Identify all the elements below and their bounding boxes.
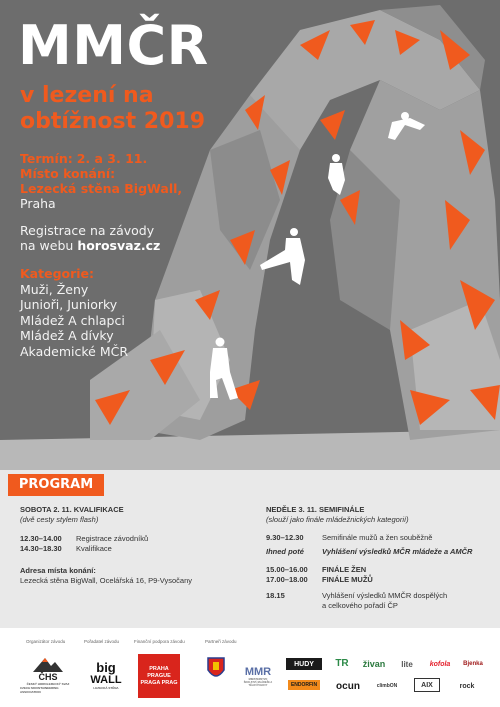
schedule-row	[266, 565, 472, 575]
saturday-note: (dvě cesty stylem flash)	[20, 515, 99, 524]
schedule-row	[20, 544, 192, 554]
registration-prefix: na webu	[20, 238, 74, 253]
schedule-time: 12.30–14.00	[20, 534, 62, 543]
category-item: Mládež A chlapci	[20, 312, 125, 328]
schedule-time: 18.15	[266, 591, 285, 600]
schedule-text: Registrace závodníků	[76, 534, 149, 543]
bigwall-logo	[88, 654, 124, 698]
praha-coat-of-arms-icon	[206, 656, 226, 682]
partner-logo-climbon: climbON	[376, 683, 398, 689]
place-label: Místo konání:	[20, 166, 116, 181]
schedule-time	[266, 601, 310, 611]
event-subtitle	[20, 83, 205, 135]
program-tab: PROGRAM	[8, 474, 104, 496]
address-heading: Adresa místa konání:	[20, 566, 96, 575]
categories-label: Kategorie:	[20, 266, 95, 281]
term-value: 2. a 3. 11.	[76, 151, 148, 166]
categories	[20, 266, 128, 359]
schedule-row	[266, 575, 472, 585]
schedule-text: FINÁLE ŽEN	[322, 565, 367, 574]
category-item: Muži, Ženy	[20, 281, 89, 297]
partner-logo-kofola: kofola	[429, 660, 451, 668]
bigwall-logo-text-2: WALL	[90, 673, 122, 686]
schedule-row	[266, 591, 472, 601]
partner-logo-endorfin: ENDORFIN	[288, 680, 320, 690]
chs-sub-2: CZECH MOUNTAINEERING ASSOCIATION	[20, 686, 59, 694]
registration-info	[20, 223, 160, 253]
schedule-row	[266, 601, 472, 611]
mmr-sub: MINISTERSTVO ŠKOLSTVÍ, MLÁDEŽE A TĚLOVÝCHOVY	[243, 677, 273, 687]
schedule-text: Vyhlášení výsledků MMČR dospělých	[322, 591, 448, 600]
event-title: MMČR	[18, 14, 209, 77]
schedule-time: 15.00–16.00	[266, 565, 308, 574]
place-value: Lezecká stěna BigWall,	[20, 181, 183, 196]
partner-logo-bjenka: Bjenka	[463, 661, 483, 667]
footer-logos	[0, 628, 500, 707]
partner-logo-rock: rock	[459, 682, 475, 690]
event-info	[20, 151, 182, 211]
schedule-text: Semifinále mužů a žen souběžně	[322, 533, 433, 542]
bigwall-logo-text-1: big	[96, 659, 116, 675]
partner-logo-zivan: živan	[362, 659, 386, 669]
partners-label: Partneři závodu	[205, 639, 237, 644]
praha-logo: PRAHA PRAGUE PRAGA PRAG	[138, 654, 180, 698]
category-item: Akademické MČR	[20, 343, 129, 359]
saturday-heading: SOBOTA 2. 11. KVALIFIKACE	[20, 505, 124, 514]
partner-logo-hudy: HUDY	[286, 658, 322, 670]
mmr-logo-text: MMR	[244, 665, 272, 678]
chs-logo	[20, 656, 76, 696]
schedule-row	[266, 547, 472, 557]
saturday-schedule	[20, 505, 192, 586]
registration-link[interactable]: horosvaz.cz	[77, 238, 161, 253]
category-item: Mládež A dívky	[20, 328, 114, 343]
chs-logo-text: ČHS	[38, 672, 58, 682]
sunday-schedule	[266, 505, 472, 611]
finance-label: Finanční podpora závodu	[134, 639, 185, 644]
host-label: Pořadatel závodu	[84, 639, 120, 644]
bigwall-sub: LEZECKÁ STĚNA	[93, 685, 119, 690]
subtitle-line-1: v lezení na	[20, 83, 154, 108]
schedule-text: Vyhlášení výsledků MČR mládeže a AMČR	[322, 547, 473, 556]
chs-sub-1: ČESKÝ HOROLEZECKÝ SVAZ	[26, 682, 70, 686]
partner-logo-ocun: ocun	[336, 680, 360, 692]
schedule-time: 17.00–18.00	[266, 575, 308, 584]
partner-logo-lite: lite	[401, 659, 413, 669]
schedule-text: FINÁLE MUŽŮ	[322, 575, 373, 584]
subtitle-line-2: obtížnost 2019	[20, 109, 206, 134]
place-city: Praha	[20, 196, 56, 211]
schedule-text: Kvalifikace	[76, 544, 112, 553]
mmr-logo	[242, 658, 274, 694]
organizer-label: Organizátor závodu	[26, 639, 66, 644]
schedule-time: 9.30–12.30	[266, 533, 304, 542]
address-text: Lezecká stěna BigWall, Ocelářská 16, P9-Vysočany	[20, 576, 193, 585]
category-item: Junioři, Juniorky	[20, 297, 118, 312]
registration-line-1: Registrace na závody	[20, 223, 155, 238]
term-label: Termín:	[20, 151, 73, 166]
schedule-text: a celkového pořadí ČP	[322, 601, 398, 610]
schedule-time: 14.30–18.30	[20, 544, 62, 553]
schedule-row	[266, 533, 472, 543]
schedule-row	[20, 534, 192, 544]
schedule-time: Ihned poté	[266, 547, 304, 556]
partner-logo-aix: AIX	[414, 678, 440, 692]
sunday-note: (slouží jako finále mládežnických kategorií)	[266, 515, 409, 524]
sunday-heading: NEDĚLE 3. 11. SEMIFINÁLE	[266, 505, 365, 514]
partner-logo-tr: TR	[335, 657, 349, 669]
mountain-icon	[33, 658, 63, 672]
